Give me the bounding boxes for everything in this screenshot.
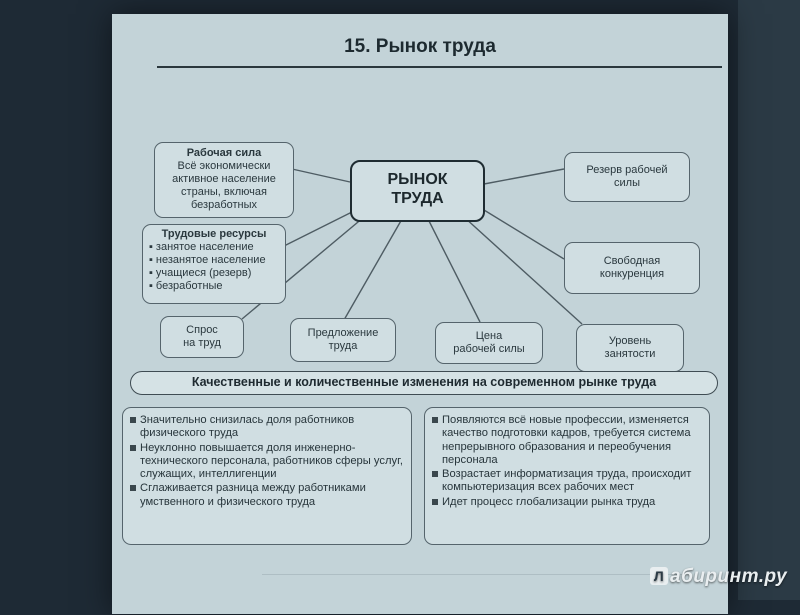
labor-resources-heading: Трудовые ресурсы	[161, 228, 267, 240]
competition-box	[564, 242, 700, 294]
labor-market-center-box	[350, 160, 485, 222]
price-line2: рабочей силы	[453, 343, 525, 355]
connector-labor-force	[292, 169, 350, 182]
section-title: Качественные и количественные изменения на современном рынке труда	[130, 371, 718, 395]
reserve-box	[564, 152, 690, 202]
change-item: Идет процесс глобализации рынка труда	[431, 496, 703, 509]
left-changes-panel	[122, 407, 412, 545]
change-item: Появляются всё новые профессии, изменяется качество подготовки кадров, требуется система непрерывного образования и переобучения персонала	[431, 414, 703, 467]
connector-labor-resources	[284, 212, 352, 246]
labor-force-line: Всё экономически	[177, 160, 271, 172]
demand-line2: на труд	[183, 337, 221, 349]
price-line1: Цена	[475, 330, 503, 342]
employment-line1: Уровень	[608, 335, 652, 347]
labor-force-line: страны, включая	[181, 186, 267, 198]
labor-force-box	[154, 142, 294, 218]
change-item: Сглаживается разница между работниками умственного и физического труда	[129, 482, 405, 509]
labor-resources-item: ▪ незанятое население	[149, 254, 279, 267]
labor-resources-box	[142, 224, 286, 304]
connector-competition	[484, 210, 564, 259]
page-title: 15. Рынок труда	[344, 36, 496, 57]
connector-reserve	[484, 169, 564, 184]
change-item: Значительно снизилась доля работников физического труда	[129, 414, 405, 441]
center-line2: ТРУДА	[391, 190, 444, 207]
demand-box	[160, 316, 244, 358]
book-page	[112, 14, 728, 614]
watermark-logo-icon: Л	[650, 567, 668, 585]
connector-price	[428, 219, 480, 322]
labor-resources-item: ▪ занятое население	[149, 241, 279, 254]
competition-line2: конкуренция	[599, 268, 665, 280]
right-changes-panel	[424, 407, 710, 545]
change-item: Неуклонно повышается доля инженерно-технического персонала, работников сферы услуг, служащих, интеллигенции	[129, 442, 405, 482]
demand-line1: Спрос	[186, 324, 218, 336]
reserve-line2: силы	[614, 177, 640, 189]
employment-line2: занятости	[604, 348, 656, 360]
reserve-line1: Резерв рабочей	[586, 164, 668, 176]
labor-resources-item: ▪ учащиеся (резерв)	[149, 267, 279, 280]
supply-line2: труда	[328, 340, 358, 352]
labor-force-heading: Рабочая сила	[186, 147, 262, 159]
center-line1: РЫНОК	[387, 171, 448, 188]
connector-supply	[344, 219, 402, 320]
labor-resources-item: ▪ безработные	[149, 280, 279, 293]
employment-box	[576, 324, 684, 372]
labor-force-line: активное население	[172, 173, 276, 185]
supply-box	[290, 318, 396, 362]
adjacent-page-edge	[738, 0, 800, 600]
labor-force-line: безработных	[190, 199, 258, 211]
change-item: Возрастает информатизация труда, происходит компьютеризация всех рабочих мест	[431, 468, 703, 495]
labirint-watermark	[650, 566, 787, 588]
price-box	[435, 322, 543, 364]
watermark-text: абиринт.ру	[670, 566, 788, 587]
supply-line1: Предложение	[307, 327, 379, 339]
faded-footer-area	[262, 574, 682, 615]
competition-line1: Свободная	[603, 255, 661, 267]
